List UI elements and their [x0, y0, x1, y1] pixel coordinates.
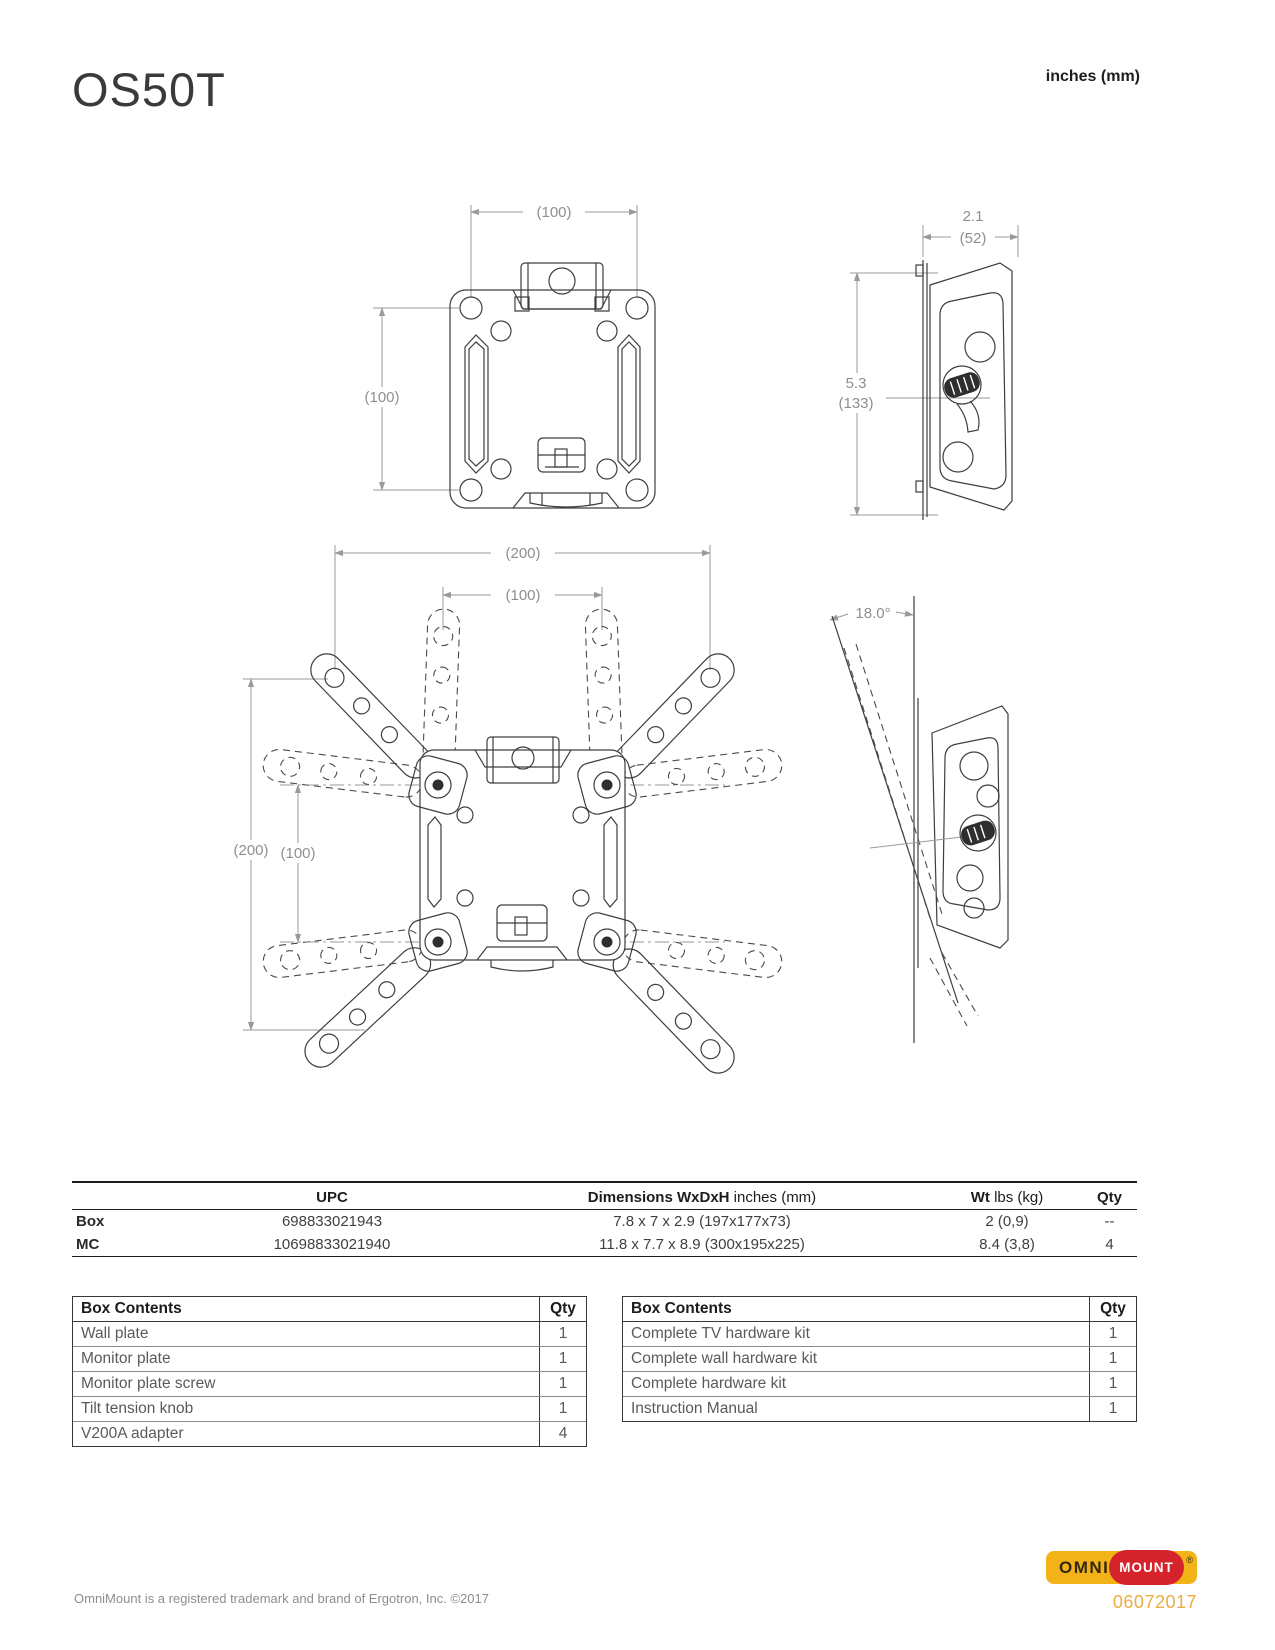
exploded-outer-width-label: (200) — [505, 545, 541, 562]
registered-trademark-symbol: ® — [1186, 1555, 1193, 1565]
spec-weight-value: 2 (0,9) — [985, 1213, 1029, 1230]
spec-weight-value: 8.4 (3,8) — [979, 1236, 1035, 1253]
side-view-drawing — [790, 185, 1030, 530]
box-contents-row: V200A adapter 4 — [73, 1422, 586, 1446]
box-contents-row: Monitor plate screw 1 — [73, 1372, 586, 1397]
exploded-inner-width-label: (100) — [505, 587, 541, 604]
front-width-dim-label: (100) — [536, 204, 572, 221]
date-code: 06072017 — [1112, 1592, 1197, 1612]
logo-mount-pill — [1109, 1550, 1184, 1585]
side-depth-in-label: 2.1 — [962, 208, 984, 225]
spec-upc-value: 10698833021940 — [273, 1236, 391, 1253]
spec-dimensions-value: 11.8 x 7.7 x 8.9 (300x195x225) — [599, 1236, 805, 1253]
tilt-bracket-side — [930, 263, 1012, 510]
spec-header-dimensions: Dimensions WxDxH inches (mm) — [587, 1189, 817, 1206]
omnimount-logo — [1046, 1551, 1197, 1584]
side-height-mm-label: (133) — [838, 395, 874, 412]
spec-table — [72, 1181, 1137, 1257]
box-contents-row: Complete hardware kit 1 — [623, 1372, 1136, 1397]
box-contents-table-hardware — [72, 1296, 587, 1447]
box-contents-row: Monitor plate 1 — [73, 1347, 586, 1372]
box-contents-row: Wall plate 1 — [73, 1322, 586, 1347]
tension-knob-side — [942, 366, 982, 432]
spec-header-qty: Qty — [1096, 1189, 1122, 1206]
spec-row-label: Box — [76, 1213, 105, 1230]
page-title: OS50T — [72, 63, 226, 116]
front-height-dim-label: (100) — [364, 389, 400, 406]
units-label: inches (mm) — [1045, 68, 1140, 85]
box-contents-title: Box Contents — [631, 1300, 732, 1317]
box-contents-header-row — [73, 1297, 586, 1322]
spec-upc-value: 698833021943 — [281, 1213, 383, 1230]
box-contents-title: Box Contents — [81, 1300, 182, 1317]
spec-dimensions-value: 7.8 x 7 x 2.9 (197x177x73) — [613, 1213, 791, 1230]
wall-plate-edge — [916, 260, 927, 520]
box-contents-row: Complete wall hardware kit 1 — [623, 1347, 1136, 1372]
exploded-inner-height-label: (100) — [280, 845, 316, 862]
tension-knob-tilt — [959, 815, 998, 851]
spec-qty-value: -- — [1104, 1213, 1115, 1230]
box-contents-row: Complete TV hardware kit 1 — [623, 1322, 1136, 1347]
spec-header-weight: Wt lbs (kg) — [970, 1189, 1044, 1206]
spec-row-label: MC — [76, 1236, 100, 1253]
trademark-notice: OmniMount is a registered trademark and brand of Ergotron, Inc. ©2017 — [74, 1591, 489, 1606]
front-view-drawing — [345, 185, 685, 530]
tilt-view-drawing — [782, 548, 1010, 1048]
exploded-view-drawing — [225, 515, 770, 1050]
box-contents-row: Tilt tension knob 1 — [73, 1397, 586, 1422]
box-contents-qty-header: Qty — [1089, 1297, 1136, 1321]
exploded-outer-height-label: (200) — [233, 842, 269, 859]
spec-row-box — [72, 1210, 1137, 1233]
spec-row-mc — [72, 1233, 1137, 1256]
box-contents-header-row — [623, 1297, 1136, 1322]
spec-qty-value: 4 — [1105, 1236, 1114, 1253]
wall-plate-exploded — [420, 737, 625, 971]
box-contents-row: Instruction Manual 1 — [623, 1397, 1136, 1421]
spec-header-upc: UPC — [316, 1189, 348, 1206]
wall-plate-front — [450, 263, 655, 508]
box-contents-qty-header: Qty — [539, 1297, 586, 1321]
tilted-plate-lines — [832, 596, 978, 1043]
box-contents-table-kits — [622, 1296, 1137, 1422]
logo-mount-text: MOUNT — [1119, 1560, 1174, 1575]
logo-omni-text: OMNI — [1059, 1558, 1110, 1577]
side-height-in-label: 5.3 — [845, 375, 867, 392]
tilt-bracket — [870, 706, 1008, 948]
side-depth-mm-label: (52) — [959, 230, 987, 247]
spec-table-header — [72, 1183, 1137, 1210]
tilt-angle-label: 18.0° — [855, 605, 891, 622]
